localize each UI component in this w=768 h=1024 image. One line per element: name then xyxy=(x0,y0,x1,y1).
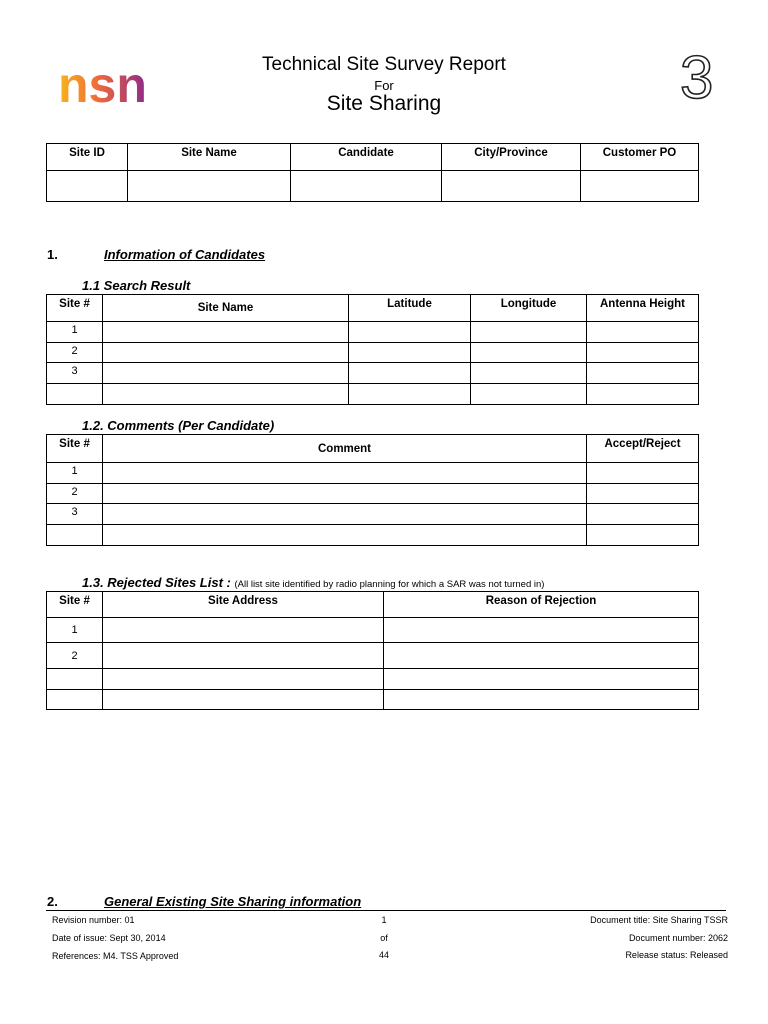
footer-page-total: 44 xyxy=(378,950,389,960)
col-customer-po: Customer PO xyxy=(581,144,699,171)
row-number: 3 xyxy=(47,504,103,525)
svg-text:nsn: nsn xyxy=(58,62,147,106)
section-2-number: 2. xyxy=(47,894,58,909)
cell[interactable] xyxy=(103,322,349,343)
cell[interactable] xyxy=(587,504,699,525)
col-longitude: Longitude xyxy=(471,295,587,322)
cell[interactable] xyxy=(587,463,699,484)
row-number xyxy=(47,669,103,690)
col-accept-reject: Accept/Reject xyxy=(587,435,699,463)
rejected-sites-title: 1.3. Rejected Sites List : xyxy=(82,575,231,590)
table-row xyxy=(47,618,699,643)
row-number: 1 xyxy=(47,618,103,643)
col-reason-of-rejection: Reason of Rejection xyxy=(384,592,699,618)
site-name-cell[interactable] xyxy=(128,171,291,202)
svg-text:3: 3 xyxy=(680,44,714,106)
col-site-id: Site ID xyxy=(47,144,128,171)
col-candidate: Candidate xyxy=(291,144,442,171)
cell[interactable] xyxy=(103,484,587,504)
candidate-cell[interactable] xyxy=(291,171,442,202)
footer-doc-title: Document title: Site Sharing TSSR xyxy=(590,915,728,925)
row-number: 2 xyxy=(47,343,103,363)
cell[interactable] xyxy=(349,363,471,384)
col-site-number: Site # xyxy=(47,435,103,463)
row-number: 2 xyxy=(47,643,103,669)
col-site-address: Site Address xyxy=(103,592,384,618)
cell[interactable] xyxy=(384,643,699,669)
cell[interactable] xyxy=(384,690,699,710)
report-subtitle-for: For xyxy=(374,78,394,93)
col-site-number: Site # xyxy=(47,592,103,618)
cell[interactable] xyxy=(103,463,587,484)
cell[interactable] xyxy=(103,618,384,643)
footer-revision: Revision number: 01 xyxy=(52,915,135,925)
row-number xyxy=(47,525,103,546)
table-row xyxy=(47,363,699,384)
table-row xyxy=(47,504,699,525)
cell[interactable] xyxy=(587,343,699,363)
table-row xyxy=(47,525,699,546)
cell[interactable] xyxy=(349,384,471,405)
row-number xyxy=(47,384,103,405)
table-row xyxy=(47,384,699,405)
cell[interactable] xyxy=(384,669,699,690)
footer-date: Date of issue: Sept 30, 2014 xyxy=(52,933,166,943)
row-number: 1 xyxy=(47,322,103,343)
footer-release-status: Release status: Released xyxy=(625,950,728,960)
cell[interactable] xyxy=(349,322,471,343)
cell[interactable] xyxy=(587,384,699,405)
report-subtitle: Site Sharing xyxy=(326,92,442,115)
rejected-sites-heading xyxy=(82,575,544,590)
col-antenna-height: Antenna Height xyxy=(587,295,699,322)
cell[interactable] xyxy=(103,690,384,710)
cell[interactable] xyxy=(103,669,384,690)
col-site-name: Site Name xyxy=(128,144,291,171)
table-row xyxy=(47,343,699,363)
table-row xyxy=(47,484,699,504)
cell[interactable] xyxy=(349,343,471,363)
search-result-title: 1.1 Search Result xyxy=(82,278,191,293)
section-2-heading xyxy=(47,894,361,909)
comments-title: 1.2. Comments (Per Candidate) xyxy=(82,418,275,433)
cell[interactable] xyxy=(384,618,699,643)
city-province-cell[interactable] xyxy=(442,171,581,202)
cell[interactable] xyxy=(587,525,699,546)
section-1-number: 1. xyxy=(47,247,58,262)
rejected-sites-note: (All list site identified by radio planning for which a SAR was not turned in) xyxy=(234,579,545,590)
table-row xyxy=(47,643,699,669)
site-id-cell[interactable] xyxy=(47,171,128,202)
cell[interactable] xyxy=(587,363,699,384)
comments-table xyxy=(46,434,699,546)
row-number xyxy=(47,690,103,710)
customer-po-cell[interactable] xyxy=(581,171,699,202)
site-info-table xyxy=(46,143,699,202)
row-number: 2 xyxy=(47,484,103,504)
col-site-name: Site Name xyxy=(103,295,349,322)
footer-page-current: 1 xyxy=(381,915,387,925)
cell[interactable] xyxy=(103,525,587,546)
col-latitude: Latitude xyxy=(349,295,471,322)
table-row xyxy=(47,690,699,710)
cell[interactable] xyxy=(471,343,587,363)
footer-doc-number: Document number: 2062 xyxy=(628,933,728,943)
table-row xyxy=(47,669,699,690)
footer-divider xyxy=(46,910,726,911)
search-result-table xyxy=(46,294,699,405)
cell[interactable] xyxy=(471,322,587,343)
table-row xyxy=(47,463,699,484)
section-1-title: Information of Candidates xyxy=(104,247,266,262)
footer-page-of: of xyxy=(380,933,388,943)
report-title: Technical Site Survey Report xyxy=(262,54,506,75)
cell[interactable] xyxy=(103,343,349,363)
cell[interactable] xyxy=(587,484,699,504)
cell[interactable] xyxy=(471,384,587,405)
footer-references: References: M4. TSS Approved xyxy=(52,951,179,961)
table-row xyxy=(47,322,699,343)
cell[interactable] xyxy=(103,643,384,669)
row-number: 3 xyxy=(47,363,103,384)
cell[interactable] xyxy=(103,384,349,405)
row-number: 1 xyxy=(47,463,103,484)
cell[interactable] xyxy=(471,363,587,384)
col-site-number: Site # xyxy=(47,295,103,322)
rejected-sites-table xyxy=(46,591,699,710)
col-city-province: City/Province xyxy=(442,144,581,171)
section-2-title: General Existing Site Sharing information xyxy=(104,894,362,909)
cell[interactable] xyxy=(103,504,587,525)
section-1-heading xyxy=(47,247,265,262)
cell[interactable] xyxy=(587,322,699,343)
cell[interactable] xyxy=(103,363,349,384)
col-comment: Comment xyxy=(103,435,587,463)
